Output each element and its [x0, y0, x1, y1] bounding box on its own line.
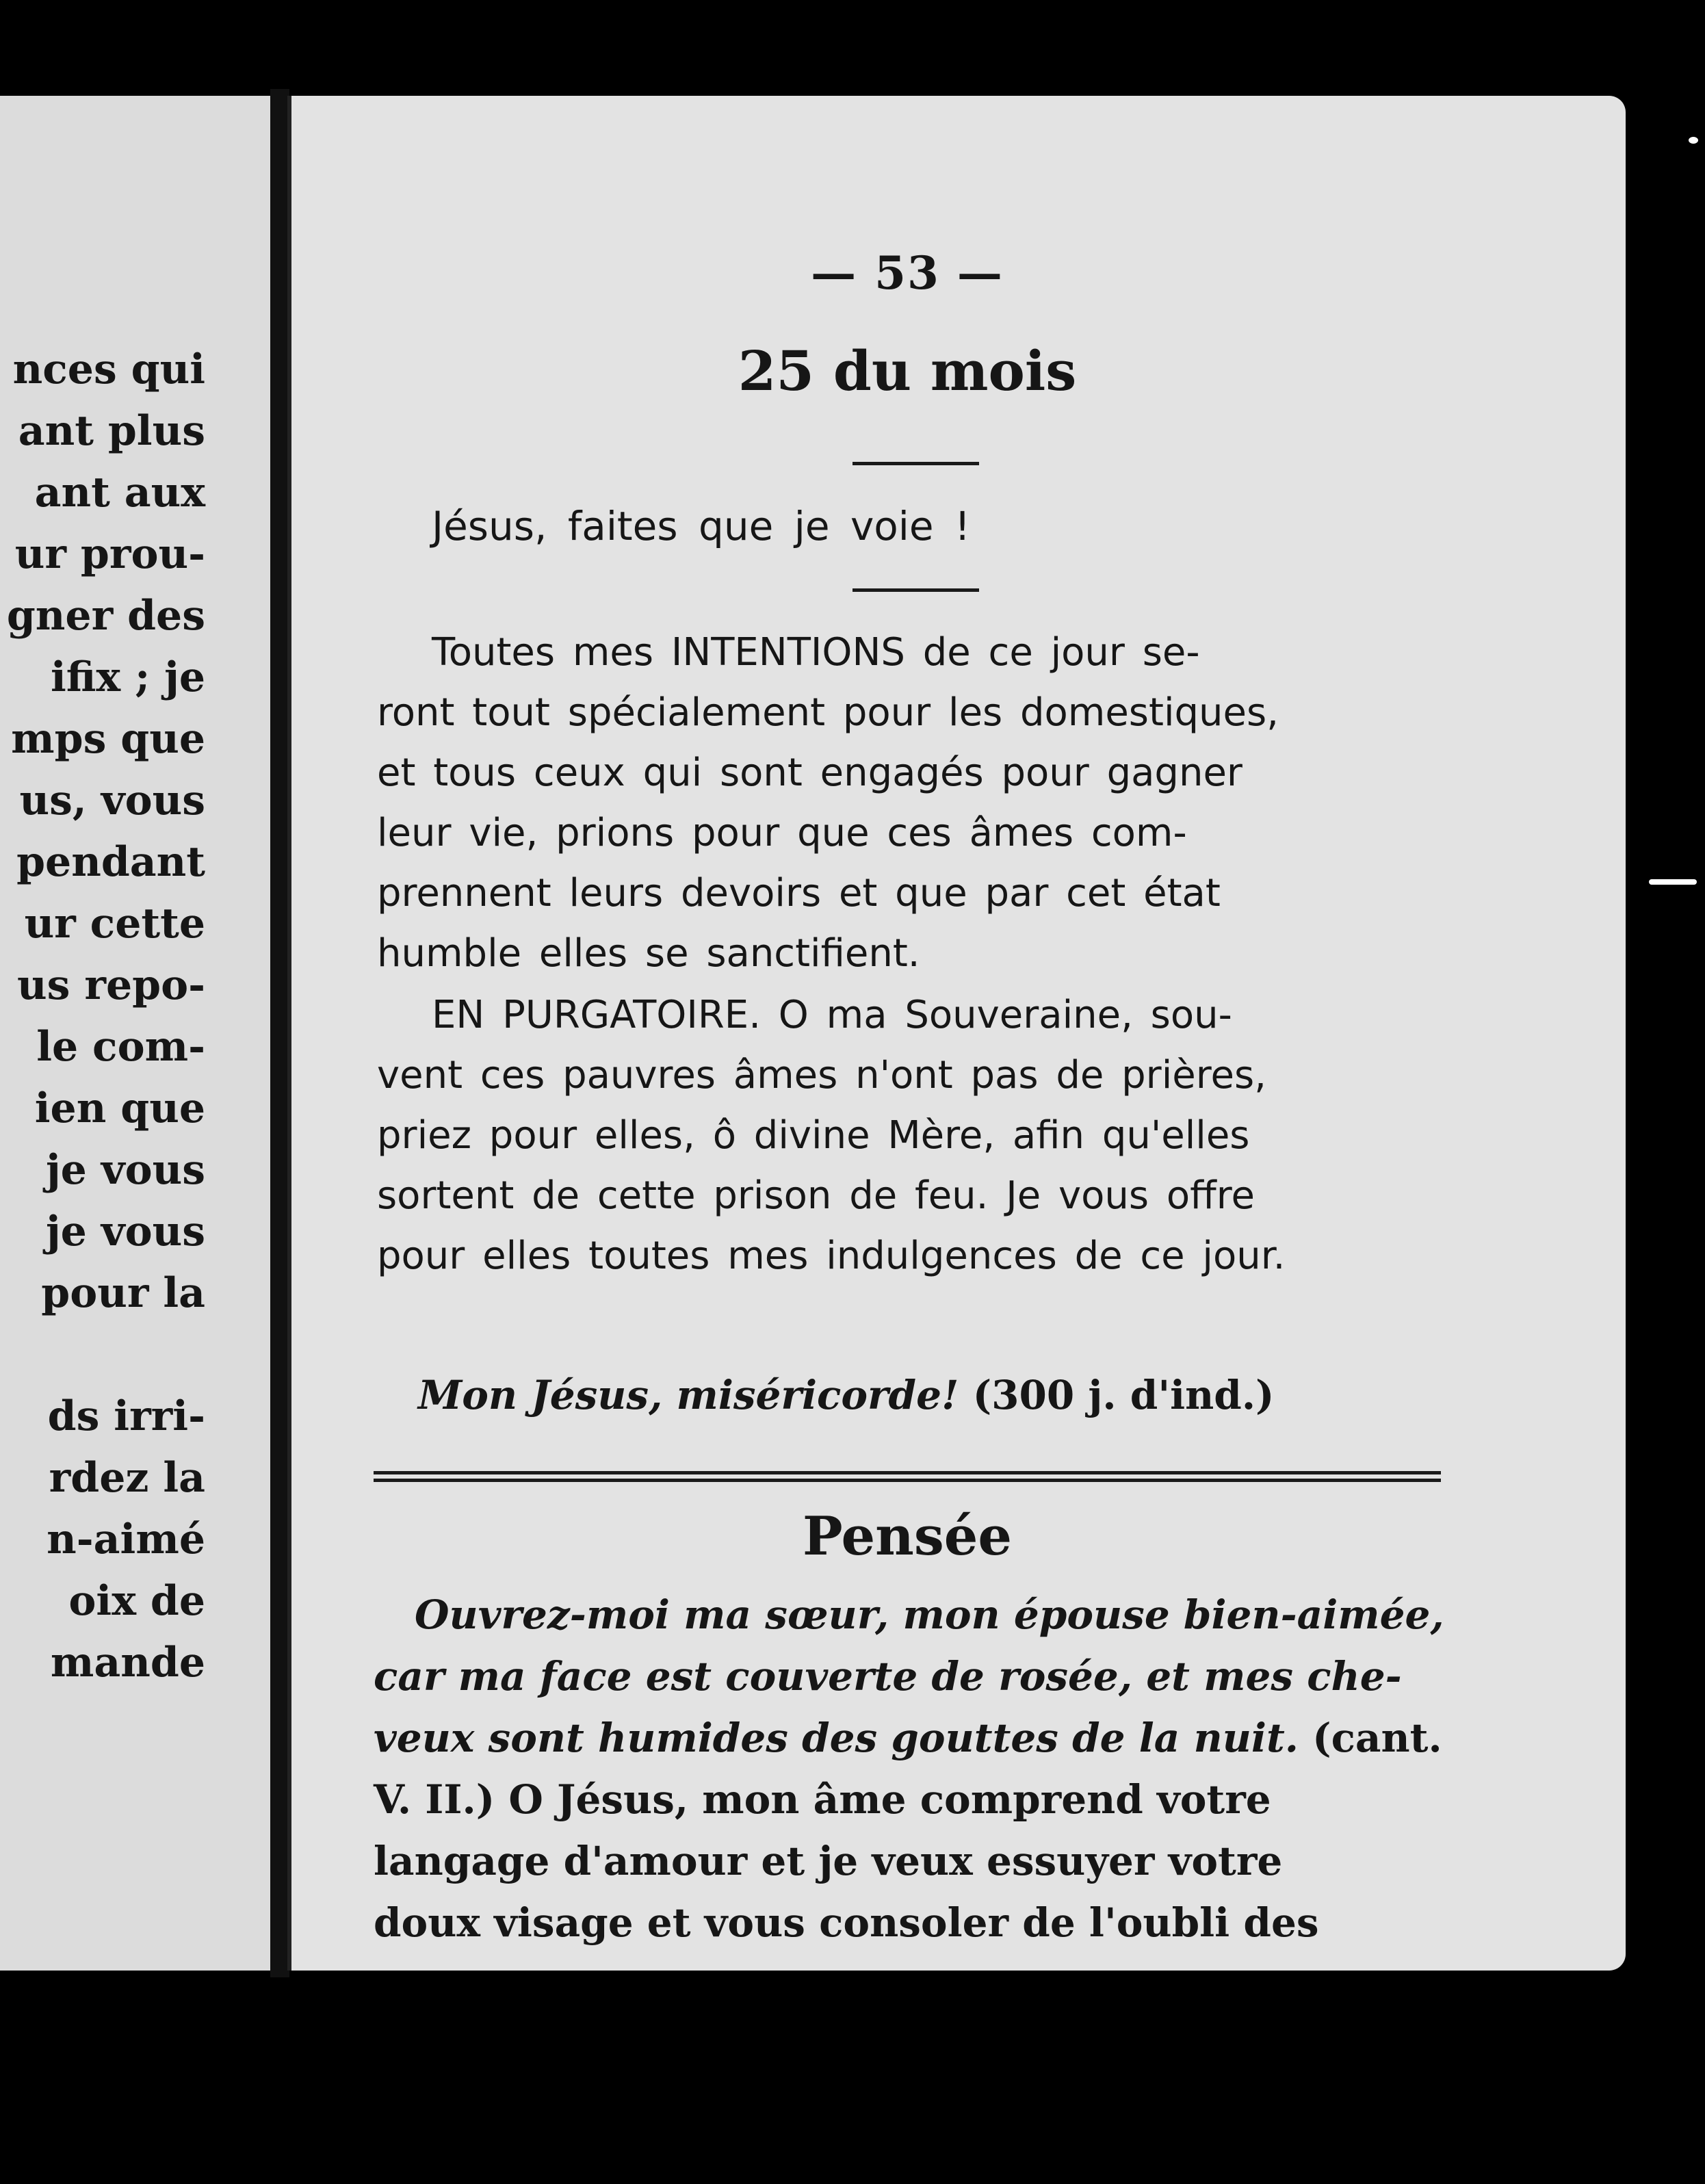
previous-page-line: ien que — [34, 1084, 205, 1132]
divider-rule — [852, 588, 979, 592]
previous-page-line: gner des — [6, 592, 205, 640]
pensee-line: V. II.) O Jésus, mon âme comprend votre — [374, 1776, 1271, 1823]
purgatoire-paragraph — [377, 985, 1431, 1286]
paragraph-line: et tous ceux qui sont engagés pour gagner — [377, 751, 1242, 795]
previous-page-line: ds irri- — [47, 1392, 205, 1440]
page-number: — 53 — — [811, 246, 1004, 300]
pensee-line — [374, 1707, 1441, 1769]
previous-page-line: ant plus — [18, 407, 205, 455]
paragraph-line: humble elles se sanctifient. — [377, 931, 920, 976]
paragraph-line: prennent leurs devoirs et que par cet état — [377, 871, 1221, 915]
previous-page-line: je vous — [45, 1146, 205, 1194]
indulgence-prayer: Mon Jésus, miséricorde! — [418, 1372, 959, 1418]
previous-page — [0, 96, 287, 1971]
previous-page-line: mande — [50, 1639, 205, 1687]
pensee-reference: (cant. — [1312, 1715, 1442, 1761]
book-page — [287, 96, 1626, 1971]
pensee-line: Ouvrez-moi ma sœur, mon épouse bien-aimée, — [415, 1591, 1444, 1638]
previous-page-line: rdez la — [49, 1454, 205, 1502]
paragraph-line: sortent de cette prison de feu. Je vous offre — [377, 1173, 1255, 1218]
paragraph-line: pour elles toutes mes indulgences de ce jour. — [377, 1234, 1286, 1278]
previous-page-line: us, vous — [19, 777, 205, 824]
paragraph-line: Toutes mes INTENTIONS de ce jour se- — [432, 630, 1200, 675]
previous-page-line: us repo- — [17, 961, 205, 1009]
indulgence-line — [418, 1372, 1274, 1418]
previous-page-line: ur prou- — [14, 530, 205, 578]
previous-page-line: oix de — [68, 1577, 205, 1625]
previous-page-text — [0, 339, 205, 1693]
pensee-line: langage d'amour et je veux essuyer votre — [374, 1838, 1283, 1884]
intentions-paragraph — [377, 623, 1431, 984]
paragraph-line: vent ces pauvres âmes n'ont pas de prières, — [377, 1053, 1266, 1097]
divider-rule — [852, 462, 979, 465]
scan-speck — [1649, 879, 1697, 885]
previous-page-line: pour la — [41, 1269, 205, 1317]
previous-page-line: ur cette — [24, 900, 205, 948]
day-title: 25 du mois — [738, 339, 1077, 403]
book-spine — [270, 89, 289, 1977]
pensee-heading: Pensée — [802, 1505, 1013, 1568]
previous-page-line: je vous — [45, 1208, 205, 1256]
previous-page-line: nces qui — [12, 346, 205, 393]
pensee-line: doux visage et vous consoler de l'oubli des — [374, 1899, 1319, 1946]
paragraph-line: leur vie, prions pour que ces âmes com- — [377, 811, 1187, 855]
previous-page-line: mps que — [11, 715, 205, 763]
previous-page-line: ant aux — [34, 469, 205, 517]
previous-page-line: pendant — [16, 838, 205, 886]
scan-speck — [1689, 137, 1698, 144]
previous-page-gap — [0, 1324, 205, 1386]
pensee-quote: veux sont humides des gouttes de la nuit. — [374, 1715, 1299, 1761]
invocation: Jésus, faites que je voie ! — [432, 503, 971, 549]
previous-page-line: le com- — [36, 1023, 205, 1071]
section-double-rule — [374, 1471, 1441, 1482]
pensee-line: car ma face est couverte de rosée, et mes che- — [374, 1653, 1402, 1700]
previous-page-line: n-aimé — [47, 1516, 205, 1563]
indulgence-note: (300 j. d'ind.) — [972, 1372, 1275, 1418]
pensee-paragraph — [374, 1584, 1444, 1953]
paragraph-line: priez pour elles, ô divine Mère, afin qu'elles — [377, 1113, 1250, 1158]
previous-page-line: ifix ; je — [51, 653, 205, 701]
paragraph-line: ront tout spécialement pour les domestiques, — [377, 690, 1279, 735]
paragraph-line: EN PURGATOIRE. O ma Souveraine, sou- — [432, 993, 1232, 1037]
